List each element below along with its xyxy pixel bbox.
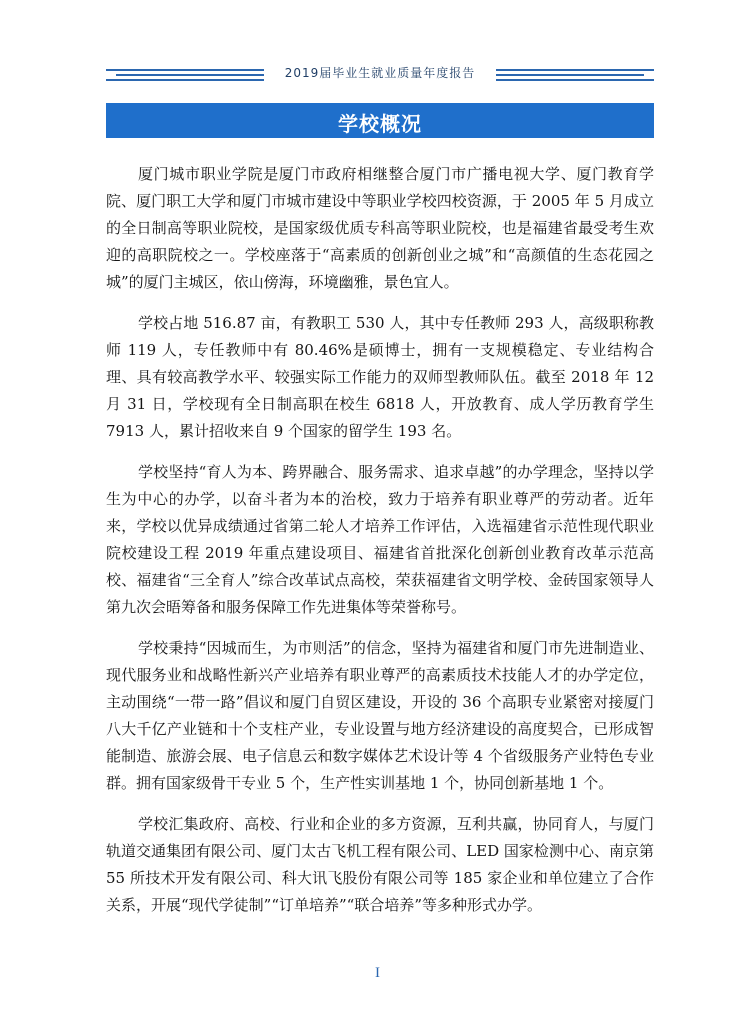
paragraph-positioning: 学校秉持“因城而生，为市则活”的信念，坚持为福建省和厦门市先进制造业、现代服务业和战略性新兴产业培养有职业尊严的高素质技术技能人才的办学定位，主动围绕“一带一路”倡议和厦门自贸区建设，开设的 36 个高职专业紧密对接厦门八大千亿产业链和十个支柱产业，专业设置与地方经济建设的高度契合，已形成智能制造、旅游会展、电子信息云和数字媒体艺术设计等 4 个省级服务产业特色专业群。拥有国家级骨干专业 5 个，生产性实训基地 1 个，协同创新基地 1 个。 bbox=[106, 639, 654, 792]
paragraph-philosophy: 学校坚持“育人为本、跨界融合、服务需求、追求卓越”的办学理念，坚持以学生为中心的办学，以奋斗者为本的治校，致力于培养有职业尊严的劳动者。近年来，学校以优异成绩通过省第二轮人才培养工作评估，入选福建省示范性现代职业院校建设工程 2019 年重点建设项目、福建省首批深化创新创业教育改革示范高校、福建省“三全育人”综合改革试点高校，荣获福建省文明学校、金砖国家领导人第九次会晤筹备和服务保障工作先进集体等荣誉称号。 bbox=[106, 463, 654, 616]
page-number: I bbox=[375, 965, 380, 981]
page-header bbox=[106, 60, 654, 86]
body-content bbox=[106, 161, 654, 933]
header-rule-right bbox=[496, 69, 654, 81]
paragraph-cooperation: 学校汇集政府、高校、行业和企业的多方资源，互利共赢，协同育人，与厦门轨道交通集团有限公司、厦门太古飞机工程有限公司、LED 国家检测中心、南京第 55 所技术开发有限公司、科大讯飞股份有限公司等 185 家企业和单位建立了合作关系，开展“现代学徒制”“订单培养”“联合培养”等多种形式办学。 bbox=[106, 815, 654, 914]
section-title: 学校概况 bbox=[338, 112, 422, 136]
header-title: 2019届毕业生就业质量年度报告 bbox=[284, 66, 476, 80]
header-rule-left bbox=[106, 69, 264, 81]
paragraph-scale: 学校占地 516.87 亩，有教职工 530 人，其中专任教师 293 人，高级职称教师 119 人，专任教师中有 80.46%是硕博士，拥有一支规模稳定、专业结构合理、具有较高教学水平、较强实际工作能力的双师型教师队伍。截至 2018 年 12 月 31 日，学校现有全日制高职在校生 6818 人，开放教育、成人学历教育学生 7913 人，累计招收来自 9 个国家的留学生 193 名。 bbox=[106, 314, 654, 440]
section-banner bbox=[106, 103, 654, 138]
paragraph-overview: 厦门城市职业学院是厦门市政府相继整合厦门市广播电视大学、厦门教育学院、厦门职工大学和厦门市城市建设中等职业学校四校资源，于 2005 年 5 月成立的全日制高等职业院校，是国家级优质专科高等职业院校，也是福建省最受考生欢迎的高职院校之一。学校座落于“高素质的创新创业之城”和“高颜值的生态花园之城”的厦门主城区，依山傍海，环境幽雅，景色宜人。 bbox=[106, 165, 654, 291]
